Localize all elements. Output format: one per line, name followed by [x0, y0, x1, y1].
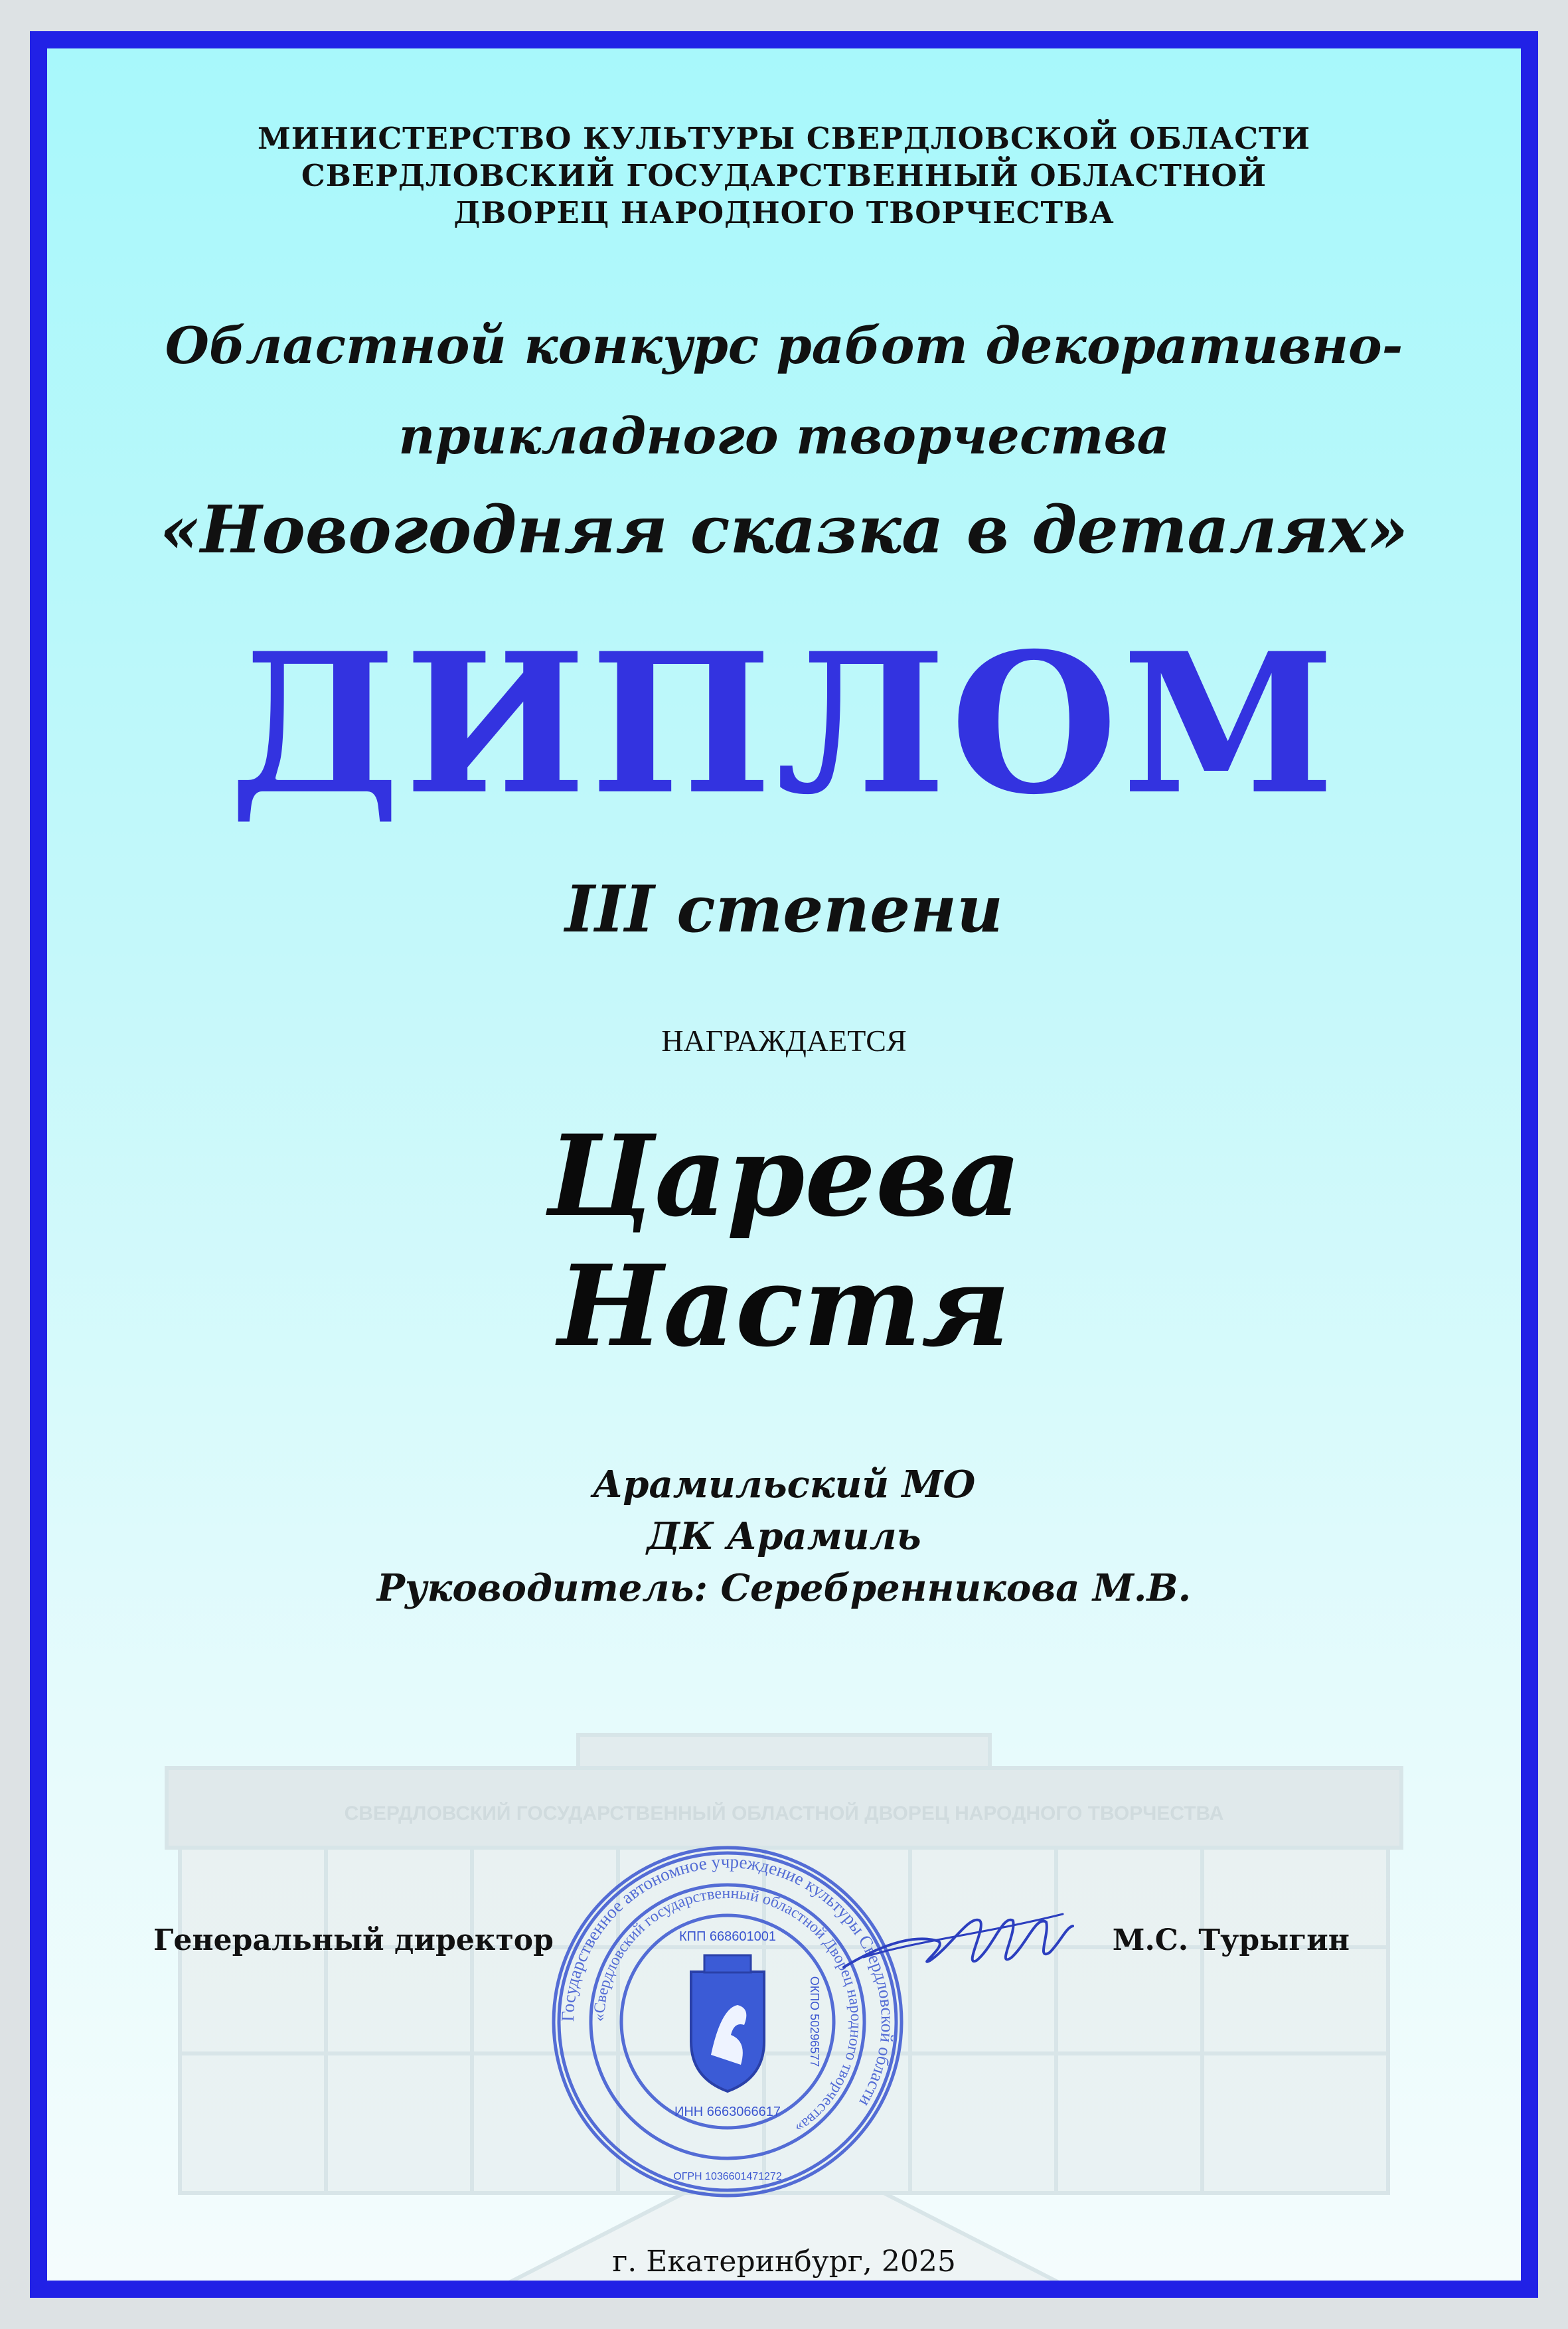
svg-text:Государственное автономное учр: Государственное автономное учреждение культуры Свердловской области — [557, 1851, 898, 2111]
ministry-header: МИНИСТЕРСТВО КУЛЬТУРЫ СВЕРДЛОВСКОЙ ОБЛАСТИ СВЕРДЛОВСКИЙ ГОСУДАРСТВЕННЫЙ ОБЛАСТНОЙ ДВОРЕЦ НАРОДНОГО ТВОРЧЕСТВА — [257, 121, 1311, 230]
awarded-label: НАГРАЖДАЕТСЯ — [661, 1024, 907, 1058]
director-name: М.С. Турыгин — [1112, 1923, 1350, 1957]
recipient-district: Арамильский МО — [592, 1463, 976, 1506]
contest-title: «Новогодняя сказка в деталях» — [159, 492, 1409, 568]
director-signature — [837, 1894, 1076, 1987]
coat-of-arms-icon — [691, 1955, 764, 2091]
building-sign-text: СВЕРДЛОВСКИЙ ГОСУДАРСТВЕННЫЙ ОБЛАСТНОЙ ДВОРЕЦ НАРОДНОГО ТВОРЧЕСТВА — [344, 1803, 1224, 1824]
recipient-info — [47, 1459, 1521, 1614]
seal-okpo: ОКПО 50296577 — [808, 1976, 821, 2067]
svg-text:«Свердловский государственный: «Свердловский государственный областной Дворец народного творчества» — [590, 1884, 865, 2137]
diploma-degree: III степени — [565, 872, 1003, 947]
seal-inn: ИНН 6663066617 — [674, 2105, 781, 2119]
diploma-heading: ДИПЛОМ — [229, 611, 1339, 837]
recipient-organization: ДК Арамиль — [647, 1514, 921, 1558]
diploma-frame — [30, 31, 1538, 2298]
city-year: г. Екатеринбург, 2025 — [612, 2245, 956, 2279]
director-position: Генеральный директор — [153, 1923, 554, 1957]
seal-kpp: КПП 668601001 — [678, 1929, 777, 1944]
recipient-supervisor: Руководитель: Серебренникова М.В. — [376, 1566, 1192, 1610]
recipient-name: Царева Настя — [546, 1110, 1022, 1372]
contest-description: Областной конкурс работ декоративно- прикладного творчества — [165, 316, 1403, 465]
seal-ogrn: ОГРН 1036601471272 — [673, 2171, 782, 2182]
